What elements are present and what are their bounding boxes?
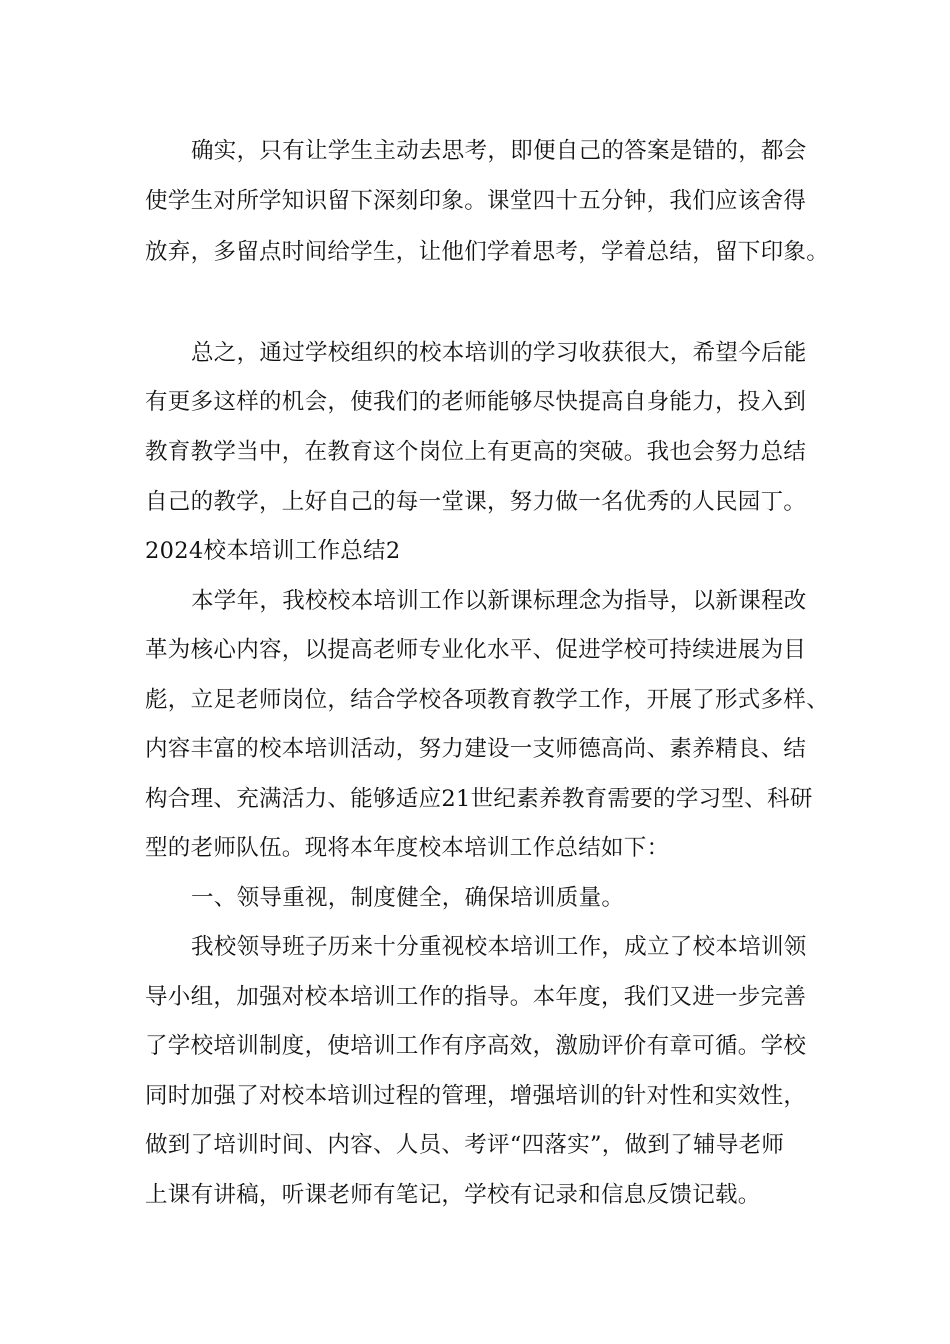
paragraph-3-line-3: 彪，立足老师岗位，结合学校各项教育教学工作，开展了形式多样、 — [145, 687, 830, 713]
paragraph-4-line-5: 做到了培训时间、内容、人员、考评“四落实”，做到了辅导老师 — [145, 1132, 785, 1158]
paragraph-3-line-2: 革为核心内容，以提高老师专业化水平、促进学校可持续进展为目 — [145, 637, 807, 663]
paragraph-3-line-5: 构合理、充满活力、能够适应21世纪素养教育需要的学习型、科研 — [145, 786, 813, 812]
subheading-1: 一、领导重视，制度健全，确保培训质量。 — [191, 885, 625, 911]
paragraph-1-line-1: 确实，只有让学生主动去思考，即便自己的答案是错的，都会 — [191, 138, 807, 164]
paragraph-4-line-3: 了学校培训制度，使培训工作有序高效，激励评价有章可循。学校 — [145, 1033, 807, 1059]
section-heading: 2024校本培训工作总结2 — [145, 538, 401, 564]
paragraph-4-line-1: 我校领导班子历来十分重视校本培训工作，成立了校本培训领 — [191, 934, 807, 960]
paragraph-3-line-4: 内容丰富的校本培训活动，努力建设一支师德高尚、素养精良、结 — [145, 736, 807, 762]
paragraph-1-line-3: 放弃，多留点时间给学生，让他们学着思考，学着总结，留下印象。 — [145, 239, 830, 265]
paragraph-2-line-4: 自己的教学，上好自己的每一堂课，努力做一名优秀的人民园丁。 — [145, 489, 807, 515]
paragraph-3-line-6: 型的老师队伍。现将本年度校本培训工作总结如下： — [145, 835, 670, 861]
paragraph-2-line-2: 有更多这样的机会，使我们的老师能够尽快提高自身能力，投入到 — [145, 389, 807, 415]
paragraph-4-line-2: 导小组，加强对校本培训工作的指导。本年度，我们又进一步完善 — [145, 984, 807, 1010]
paragraph-2-line-3: 教育教学当中，在教育这个岗位上有更高的突破。我也会努力总结 — [145, 439, 807, 465]
paragraph-3-line-1: 本学年，我校校本培训工作以新课标理念为指导，以新课程改 — [191, 588, 807, 614]
paragraph-1-line-2: 使学生对所学知识留下深刻印象。课堂四十五分钟，我们应该舍得 — [145, 188, 807, 214]
paragraph-2-line-1: 总之，通过学校组织的校本培训的学习收获很大，希望今后能 — [191, 340, 807, 366]
paragraph-4-line-4: 同时加强了对校本培训过程的管理，增强培训的针对性和实效性， — [145, 1083, 807, 1109]
paragraph-4-line-6: 上课有讲稿，听课老师有笔记，学校有记录和信息反馈记载。 — [145, 1182, 761, 1208]
